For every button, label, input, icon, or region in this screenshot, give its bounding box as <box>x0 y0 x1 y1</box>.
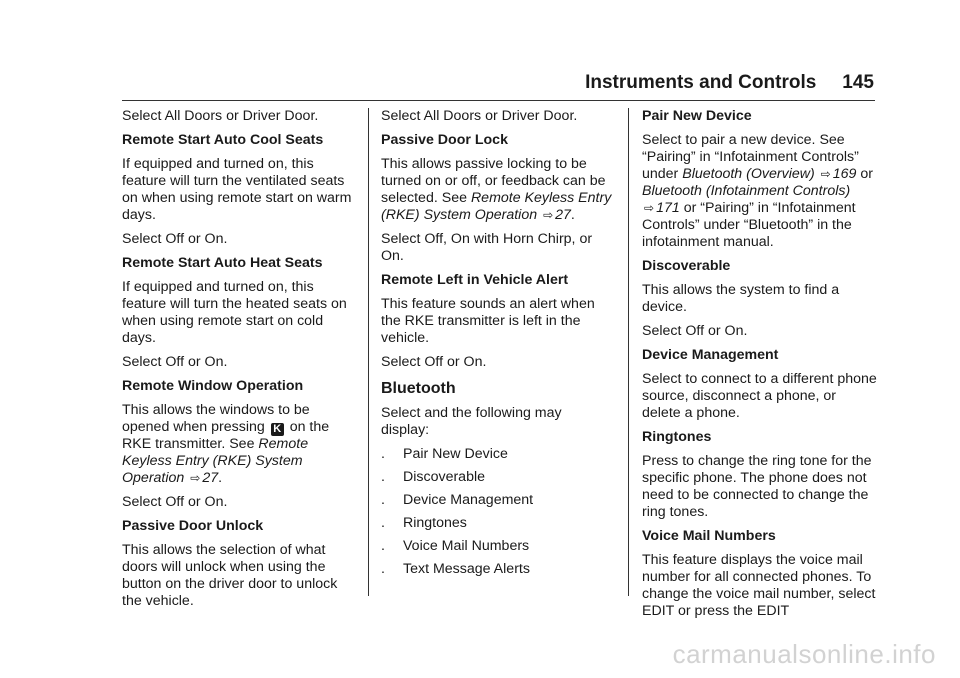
subheading: Passive Door Unlock <box>122 518 264 534</box>
list-item <box>381 492 613 509</box>
cross-reference[interactable]: Bluetooth (Overview) <box>682 166 815 182</box>
paragraph: This feature sounds an alert when the RKE transmitter is left in the vehicle. <box>381 296 595 346</box>
paragraph: This feature displays the voice mail number for all connected phones. To change the voice mail number, select EDIT or press the EDIT <box>642 552 876 619</box>
paragraph: If equipped and turned on, this feature will turn the ventilated seats on when using remote start on warm days. <box>122 156 352 223</box>
arrow-icon: ⇨ <box>190 471 201 485</box>
column-2 <box>381 108 613 584</box>
page-reference[interactable]: 171 <box>656 200 680 216</box>
list-item <box>381 446 613 463</box>
paragraph: Press to change the ring tone for the specific phone. The phone does not need to be connected to change the ring tones. <box>642 453 872 520</box>
subheading: Passive Door Lock <box>381 132 508 148</box>
bullet-icon: . <box>381 538 385 554</box>
key-fob-icon: K <box>271 423 284 436</box>
list-item-text: Voice Mail Numbers <box>403 538 530 554</box>
text: Select to pair a new device. See “Pairing” in “Infotainment Controls” under <box>642 132 859 182</box>
list-item-text: Device Management <box>403 492 534 508</box>
paragraph: Select Off or On. <box>381 354 487 370</box>
text: This allows passive locking to be turned on or off, or feedback can be selected. See <box>381 156 606 206</box>
column-divider <box>368 108 369 596</box>
list-item-text: Text Message Alerts <box>403 561 530 577</box>
cross-reference[interactable]: Remote Keyless Entry (RKE) System Operation <box>381 190 612 223</box>
page-reference[interactable]: 27 <box>555 207 571 223</box>
paragraph: Select All Doors or Driver Door. <box>122 108 319 124</box>
cross-reference[interactable]: Bluetooth (Infotainment Controls) <box>642 183 851 199</box>
bullet-icon: . <box>381 469 385 485</box>
page-reference[interactable]: 169 <box>832 166 857 182</box>
text: This allows the windows to be opened when pressing <box>122 402 310 435</box>
arrow-icon: ⇨ <box>644 201 655 215</box>
text: or <box>860 166 873 182</box>
paragraph: Select Off or On. <box>122 354 228 370</box>
subheading: Ringtones <box>642 429 712 445</box>
text: or “Pairing” in “Infotainment Controls” under “Bluetooth” in the infotainment manual. <box>642 200 856 250</box>
arrow-icon: ⇨ <box>543 208 554 222</box>
text: on the RKE transmitter. See <box>122 419 330 452</box>
subheading: Discoverable <box>642 258 731 274</box>
page-number: 145 <box>842 72 874 93</box>
paragraph: This allows the windows to be opened when pressing K on the RKE transmitter. See Remote Keyless Entry (RKE) System Operation ⇨ 27. <box>122 402 330 486</box>
paragraph: Select All Doors or Driver Door. <box>381 108 578 124</box>
cross-reference[interactable]: Remote Keyless Entry (RKE) System Operation <box>122 436 309 486</box>
watermark: carmanualsonline.info <box>672 639 936 669</box>
list-item-text: Discoverable <box>403 469 486 485</box>
bullet-icon: . <box>381 515 385 531</box>
subheading: Remote Left in Vehicle Alert <box>381 272 569 288</box>
paragraph: This allows the selection of what doors will unlock when using the button on the driver door to unlock the vehicle. <box>122 542 338 609</box>
arrow-icon: ⇨ <box>820 167 831 181</box>
subheading: Remote Start Auto Heat Seats <box>122 255 323 271</box>
list-item-text: Ringtones <box>403 515 467 531</box>
subheading: Remote Start Auto Cool Seats <box>122 132 324 148</box>
subheading: Remote Window Operation <box>122 378 304 394</box>
list-item <box>381 561 613 578</box>
list-item <box>381 469 613 486</box>
paragraph: Select Off or On. <box>122 494 228 510</box>
section-heading: Bluetooth <box>381 380 456 397</box>
subheading: Voice Mail Numbers <box>642 528 776 544</box>
paragraph <box>642 132 878 251</box>
list-item <box>381 538 613 555</box>
column-1 <box>122 108 354 617</box>
page-header <box>585 72 874 94</box>
paragraph: Select and the following may display: <box>381 405 562 438</box>
bullet-icon: . <box>381 561 385 577</box>
paragraph: This allows passive locking to be turned on or off, or feedback can be selected. See Remote Keyless Entry (RKE) System Operation ⇨ 27. <box>381 156 612 223</box>
paragraph: Select to connect to a different phone source, disconnect a phone, or delete a phone. <box>642 371 877 421</box>
paragraph: Select Off or On. <box>122 231 228 247</box>
list-item <box>381 515 613 532</box>
section-title: Instruments and Controls <box>585 72 817 93</box>
paragraph: Select Off, On with Horn Chirp, or On. <box>381 231 593 264</box>
list-item-text: Pair New Device <box>403 446 508 462</box>
header-rule <box>122 100 875 101</box>
paragraph: Select Off or On. <box>642 323 748 339</box>
column-divider <box>628 108 629 596</box>
subheading: Device Management <box>642 347 779 363</box>
subheading: Pair New Device <box>642 108 752 124</box>
paragraph: This allows the system to find a device. <box>642 282 840 315</box>
bullet-icon: . <box>381 446 385 462</box>
page-reference[interactable]: 27 <box>202 470 219 486</box>
paragraph: If equipped and turned on, this feature will turn the heated seats on when using remote start on cold days. <box>122 279 347 346</box>
column-3 <box>642 108 878 627</box>
bullet-icon: . <box>381 492 385 508</box>
